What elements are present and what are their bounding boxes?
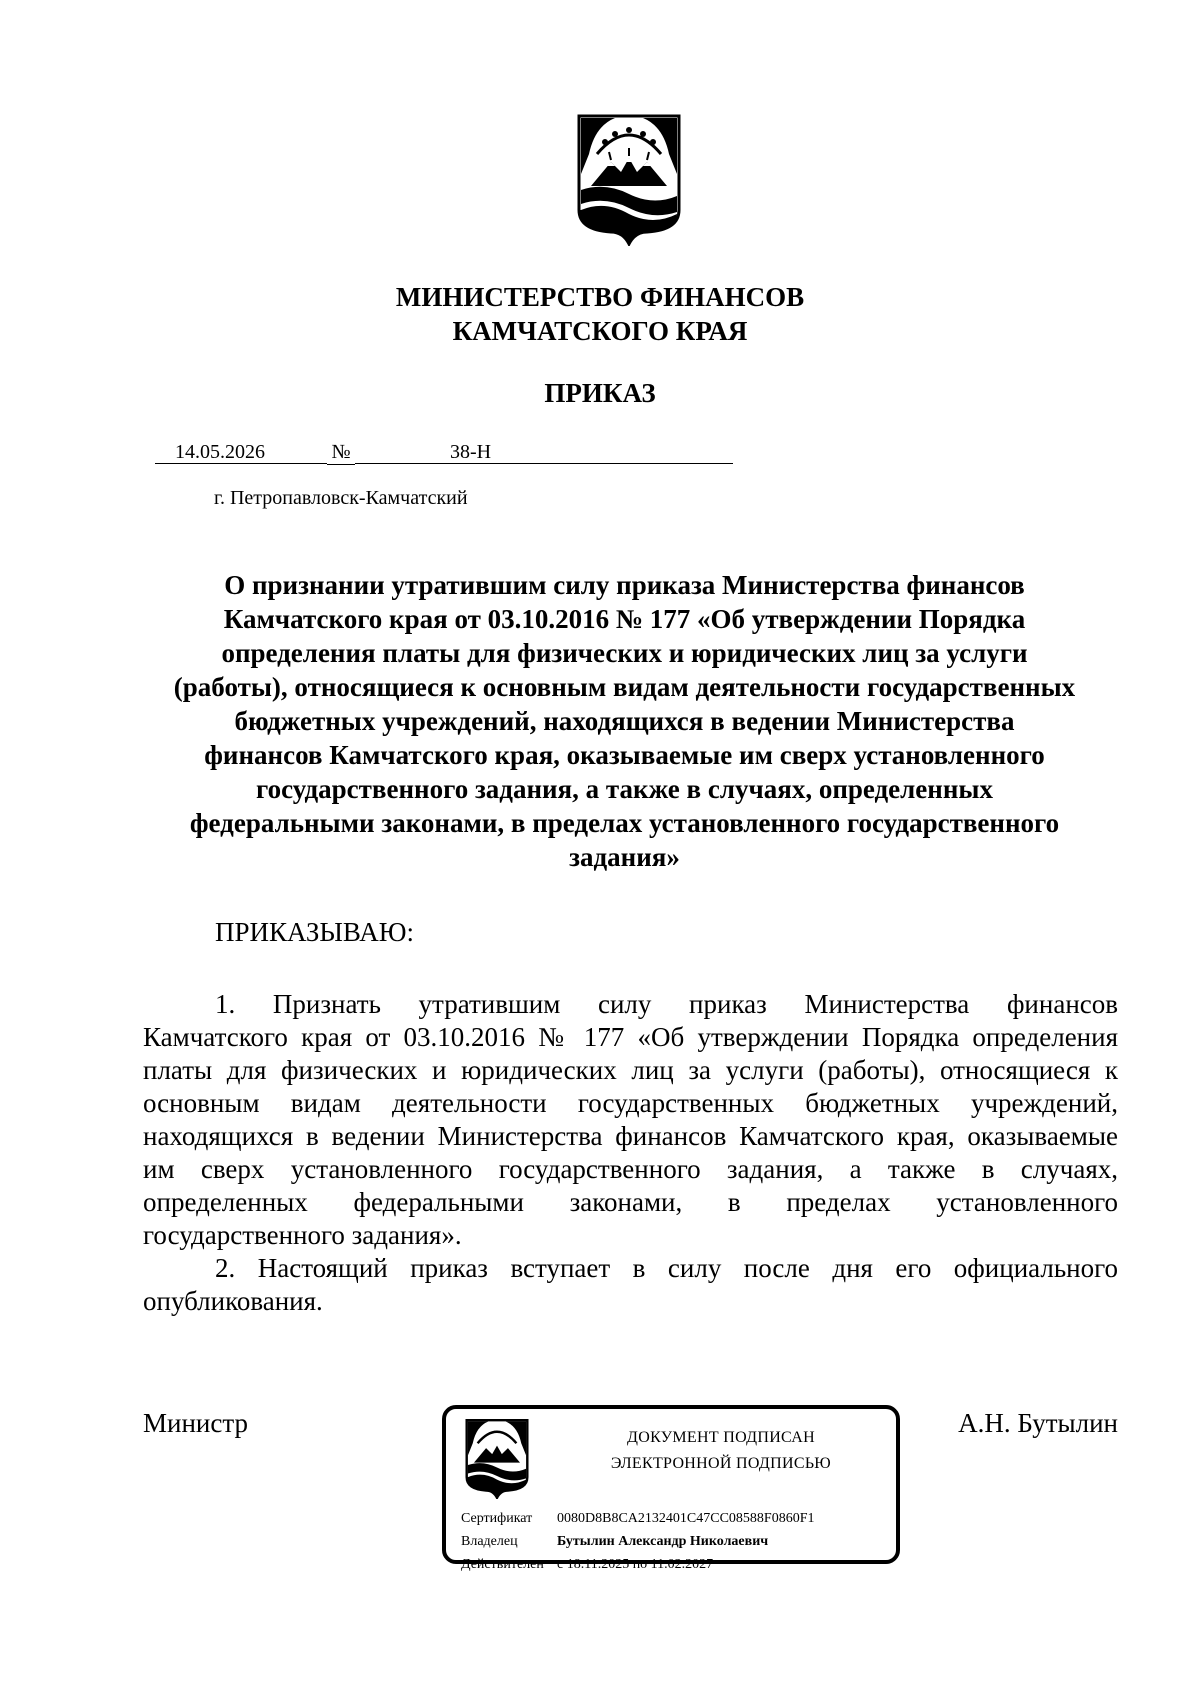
- ministry-line-1: МИНИСТЕРСТВО ФИНАНСОВ: [395, 282, 805, 312]
- body-line: государственного задания».: [143, 1220, 462, 1250]
- title-line: государственного задания, а также в случаях, определенных: [255, 774, 993, 804]
- validity-value: с 18.11.2025 по 11.02.2027: [557, 1557, 714, 1572]
- document-type: ПРИКАЗ: [544, 378, 656, 408]
- order-number: 38-Н: [355, 440, 733, 464]
- title-line: задания»: [569, 842, 680, 872]
- ministry-name: [0, 280, 1200, 348]
- body-line: Камчатского края от 03.10.2016 № 177 «Об утверждении Порядка определения: [143, 1022, 1118, 1052]
- body-line: 1. Признать утратившим силу приказ Министерства финансов: [215, 989, 1118, 1019]
- city-name: г. Петропавловск-Камчатский: [214, 487, 468, 509]
- coat-of-arms-emblem: [575, 114, 683, 246]
- electronic-signature-stamp: [442, 1405, 900, 1572]
- title-line: (работы), относящиеся к основным видам деятельности государственных: [173, 672, 1076, 702]
- decree-heading: ПРИКАЗЫВАЮ:: [215, 917, 414, 947]
- body-line: 2. Настоящий приказ вступает в силу после дня его официального: [215, 1253, 1118, 1283]
- validity-label: Действителен: [461, 1557, 544, 1572]
- number-sign: №: [327, 440, 355, 465]
- stamp-emblem-icon: [464, 1419, 530, 1499]
- body-line: основным видам деятельности государственных бюджетных учреждений,: [143, 1088, 1118, 1118]
- stamp-validity-row: [461, 1556, 713, 1574]
- ministry-line-2: КАМЧАТСКОГО КРАЯ: [452, 316, 748, 346]
- stamp-heading-line-1: ДОКУМЕНТ ПОДПИСАН: [627, 1429, 815, 1446]
- certificate-value: 0080D8B8CA2132401C47CC08588F0860F1: [557, 1511, 815, 1526]
- order-body: [143, 988, 1118, 1318]
- title-line: федеральными законами, в пределах установленного государственного: [189, 808, 1060, 838]
- title-line: О признании утратившим силу приказа Министерства финансов: [224, 570, 1025, 600]
- title-line: бюджетных учреждений, находящихся в ведении Министерства: [234, 706, 1015, 736]
- stamp-heading: [566, 1425, 876, 1477]
- body-line: находящихся в ведении Министерства финансов Камчатского края, оказываемые: [143, 1121, 1118, 1151]
- certificate-label: Сертификат: [461, 1511, 533, 1526]
- body-line: им сверх установленного государственного задания, а также в случаях,: [143, 1154, 1118, 1184]
- signer-name: А.Н. Бутылин: [958, 1408, 1118, 1438]
- order-title: [132, 568, 1117, 874]
- body-line: опубликования.: [143, 1286, 323, 1316]
- stamp-certificate-row: [461, 1510, 814, 1528]
- stamp-heading-line-2: ЭЛЕКТРОННОЙ ПОДПИСЬЮ: [610, 1455, 832, 1472]
- title-line: Камчатского края от 03.10.2016 № 177 «Об утверждении Порядка: [223, 604, 1026, 634]
- title-line: определения платы для физических и юридических лиц за услуги: [221, 638, 1028, 668]
- body-line: платы для физических и юридических лиц за услуги (работы), относящиеся к: [143, 1055, 1118, 1085]
- order-date: 14.05.2026: [155, 440, 327, 464]
- signer-position: Министр: [143, 1408, 248, 1438]
- body-line: определенных федеральными законами, в пределах установленного: [143, 1187, 1118, 1217]
- owner-value: Бутылин Александр Николаевич: [557, 1534, 769, 1549]
- owner-label: Владелец: [461, 1534, 518, 1549]
- stamp-owner-row: [461, 1533, 768, 1551]
- title-line: финансов Камчатского края, оказываемые им сверх установленного: [204, 740, 1045, 770]
